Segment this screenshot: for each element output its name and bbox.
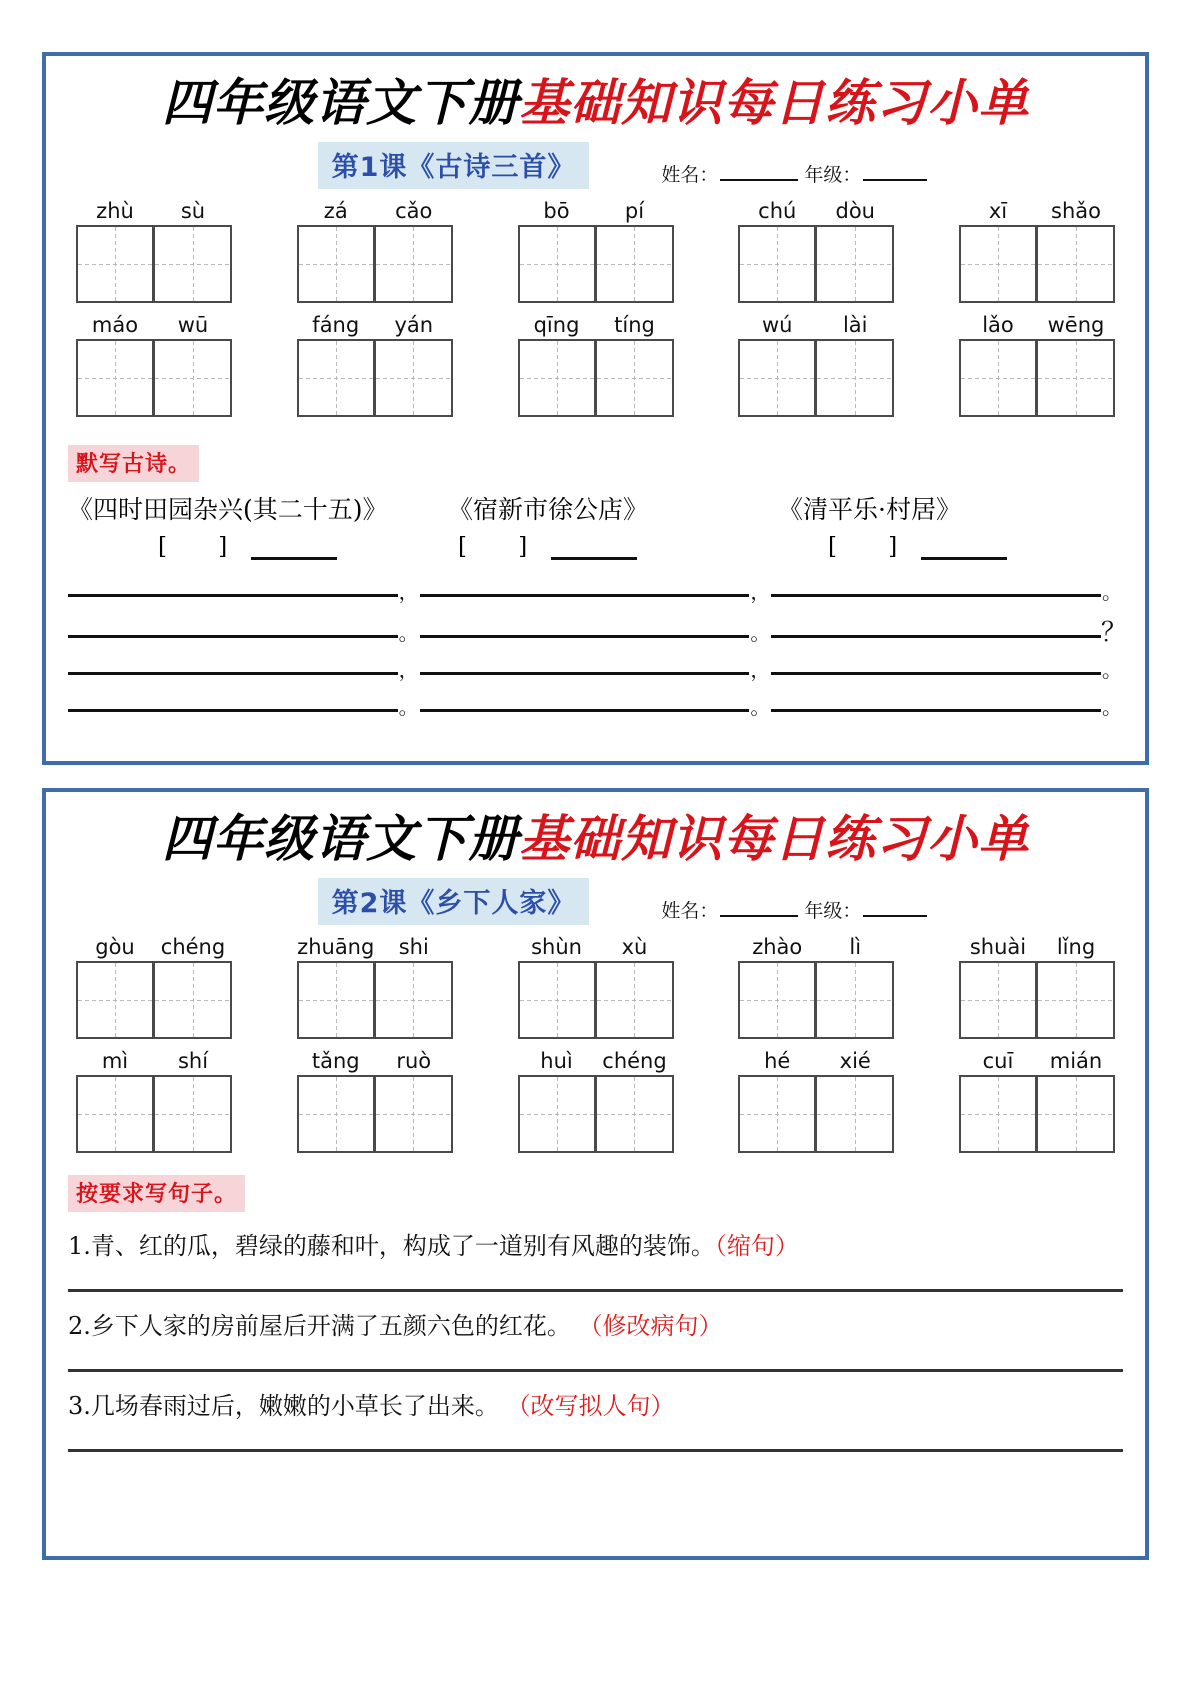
tianzige-cell[interactable]: [596, 225, 674, 303]
pinyin-syllable: qīng: [533, 313, 580, 337]
tianzige-pair: [76, 961, 232, 1039]
line-punctuation: 。: [1102, 658, 1123, 683]
pinyin-syllable: zhù: [96, 199, 134, 223]
answer-line[interactable]: [68, 1369, 1123, 1372]
pinyin-pair: [297, 313, 453, 337]
writing-line[interactable]: [420, 620, 772, 646]
tianzige-cell[interactable]: [76, 225, 154, 303]
word-group: [76, 1049, 232, 1153]
word-group: [738, 199, 894, 303]
sheet1-grade-label: 年级：: [804, 164, 862, 186]
tianzige-cell[interactable]: [375, 225, 453, 303]
pinyin-pair: [738, 935, 894, 959]
pinyin-syllable: lǎo: [982, 313, 1014, 337]
pinyin-syllable: lǐng: [1056, 935, 1096, 959]
line-punctuation: ，: [398, 580, 419, 604]
sheet2-title-black: 四年级语文下册: [162, 810, 519, 868]
sentence-text: [68, 1306, 1123, 1341]
pinyin-syllable: chéng: [160, 935, 226, 959]
answer-line[interactable]: [68, 1289, 1123, 1292]
pinyin-syllable: mián: [1049, 1049, 1103, 1073]
pinyin-syllable: tǎng: [311, 1049, 360, 1073]
writing-line-row: [68, 695, 1123, 720]
pinyin-syllable: chéng: [602, 1049, 667, 1073]
tianzige-pair: [518, 1075, 674, 1153]
tianzige-cell[interactable]: [76, 961, 154, 1039]
tianzige-cell[interactable]: [816, 339, 894, 417]
tianzige-pair: [738, 225, 894, 303]
pinyin-syllable: dòu: [835, 199, 875, 223]
tianzige-pair: [297, 961, 453, 1039]
pinyin-syllable: wú: [762, 313, 793, 337]
sheet2-name-fields: [661, 896, 933, 925]
writing-rule[interactable]: [68, 709, 398, 712]
writing-line[interactable]: [771, 658, 1123, 683]
poem-bracket-cell[interactable]: [68, 534, 448, 560]
tianzige-cell[interactable]: [154, 1075, 232, 1153]
tianzige-cell[interactable]: [375, 961, 453, 1039]
pinyin-syllable: ruò: [396, 1049, 432, 1073]
pinyin-syllable: bō: [543, 199, 570, 223]
sheet1-name-input[interactable]: [720, 164, 798, 181]
pinyin-syllable: zá: [323, 199, 348, 223]
tianzige-cell[interactable]: [816, 225, 894, 303]
sheet1-lesson-row: [68, 142, 1123, 189]
answer-line[interactable]: [68, 1449, 1123, 1452]
tianzige-cell[interactable]: [518, 1075, 596, 1153]
sheet1-title: [68, 66, 1123, 132]
pinyin-syllable: shi: [398, 935, 429, 959]
word-group: [738, 935, 894, 1039]
tianzige-cell[interactable]: [596, 1075, 674, 1153]
tianzige-pair: [76, 1075, 232, 1153]
tianzige-pair: [297, 339, 453, 417]
tianzige-cell[interactable]: [375, 1075, 453, 1153]
tianzige-cell[interactable]: [738, 961, 816, 1039]
tianzige-pair: [297, 1075, 453, 1153]
sentence-exercise: [68, 1226, 1123, 1292]
bracket-blank[interactable]: [551, 544, 637, 560]
sheet1-grade-input[interactable]: [863, 164, 927, 181]
word-group: [76, 313, 232, 417]
pinyin-syllable: xù: [621, 935, 648, 959]
writing-line[interactable]: [420, 658, 772, 683]
pinyin-syllable: lài: [842, 313, 868, 337]
tianzige-cell[interactable]: [518, 225, 596, 303]
tianzige-cell[interactable]: [154, 339, 232, 417]
sheet2-name-label: 姓名：: [661, 900, 719, 922]
writing-rule[interactable]: [68, 594, 398, 597]
writing-rule[interactable]: [68, 672, 398, 675]
poem-bracket-cell[interactable]: [778, 534, 1007, 560]
tianzige-cell[interactable]: [297, 961, 375, 1039]
pinyin-syllable: mì: [101, 1049, 129, 1073]
pinyin-pair: [297, 199, 453, 223]
pinyin-pair: [959, 313, 1115, 337]
writing-rule[interactable]: [420, 709, 750, 712]
pinyin-syllable: huì: [540, 1049, 573, 1073]
pinyin-pair: [738, 313, 894, 337]
bracket-mark: [ ]: [828, 534, 920, 560]
tianzige-pair: [959, 225, 1115, 303]
writing-line[interactable]: [68, 620, 420, 646]
pinyin-syllable: wū: [177, 313, 209, 337]
pinyin-pair: [297, 1049, 453, 1073]
pinyin-syllable: cuī: [982, 1049, 1014, 1073]
sentence-tag: （改写拟人句）: [506, 1392, 675, 1420]
line-punctuation: 。: [1102, 695, 1123, 720]
pinyin-pair: [518, 313, 674, 337]
sheet2-name-input[interactable]: [720, 900, 798, 917]
word-group: [959, 935, 1115, 1039]
tianzige-pair: [738, 961, 894, 1039]
bracket-blank[interactable]: [921, 544, 1007, 560]
tianzige-pair: [738, 339, 894, 417]
writing-rule[interactable]: [420, 635, 750, 638]
word-group: [518, 313, 674, 417]
sentence-body: 1.青、红的瓜，碧绿的藤和叶，构成了一道别有风趣的装饰。: [68, 1232, 715, 1260]
tianzige-pair: [518, 339, 674, 417]
sheet2-grade-input[interactable]: [863, 900, 927, 917]
word-group: [959, 199, 1115, 303]
writing-line[interactable]: [771, 695, 1123, 720]
writing-line[interactable]: [420, 580, 772, 604]
pinyin-pair: [518, 199, 674, 223]
pinyin-syllable: xié: [839, 1049, 871, 1073]
word-group: [518, 935, 674, 1039]
writing-rule[interactable]: [771, 709, 1101, 712]
pinyin-pair: [959, 1049, 1115, 1073]
pinyin-pair: [76, 313, 232, 337]
writing-line[interactable]: [420, 695, 772, 720]
line-punctuation: 。: [398, 695, 419, 720]
writing-line[interactable]: [68, 695, 420, 720]
word-group: [738, 1049, 894, 1153]
line-punctuation: ？: [1101, 618, 1128, 648]
sentence-body: 3.几场春雨过后，嫩嫩的小草长了出来。: [68, 1392, 507, 1420]
line-punctuation: 。: [1102, 580, 1123, 604]
writing-line-row: [68, 618, 1128, 648]
tianzige-pair: [959, 961, 1115, 1039]
line-punctuation: 。: [750, 621, 771, 646]
sentence-text: [68, 1386, 1123, 1421]
poem-bracket-row: [68, 534, 1123, 560]
tianzige-cell[interactable]: [297, 339, 375, 417]
word-group: [959, 313, 1115, 417]
sheet1-section-label-wrap: [68, 445, 1123, 482]
sheet1-title-black: 四年级语文下册: [162, 74, 519, 132]
word-group: [297, 1049, 453, 1153]
writing-line[interactable]: [68, 580, 420, 604]
pinyin-pair: [738, 199, 894, 223]
pinyin-syllable: wēng: [1047, 313, 1105, 337]
sheet1-lesson-banner: 第1课《古诗三首》: [318, 142, 590, 189]
sentence-body: 2.乡下人家的房前屋后开满了五颜六色的红花。: [68, 1312, 579, 1340]
tianzige-cell[interactable]: [154, 961, 232, 1039]
poem-bracket-cell[interactable]: [448, 534, 778, 560]
word-group: [959, 1049, 1115, 1153]
sheet2-grade-label: 年级：: [804, 900, 862, 922]
pinyin-pair: [518, 1049, 674, 1073]
sheet2-title: [68, 802, 1123, 868]
line-punctuation: 。: [398, 621, 419, 646]
pinyin-syllable: fáng: [312, 313, 360, 337]
sheet2-lesson-banner: 第2课《乡下人家》: [318, 878, 590, 925]
tianzige-cell[interactable]: [959, 1075, 1037, 1153]
pinyin-syllable: hé: [764, 1049, 791, 1073]
poem-title-row: [68, 490, 1123, 526]
tianzige-cell[interactable]: [297, 1075, 375, 1153]
pinyin-pair: [738, 1049, 894, 1073]
sentence-tag: （修改病句）: [578, 1312, 723, 1340]
writing-rule[interactable]: [771, 672, 1101, 675]
pinyin-syllable: yán: [394, 313, 434, 337]
tianzige-pair: [297, 225, 453, 303]
sentence-text: [68, 1226, 1123, 1261]
pinyin-pair: [76, 935, 232, 959]
tianzige-pair: [738, 1075, 894, 1153]
tianzige-cell[interactable]: [816, 961, 894, 1039]
pinyin-syllable: máo: [91, 313, 139, 337]
sheet2-title-red: 基础知识每日练习小单: [519, 810, 1029, 868]
writing-rule[interactable]: [771, 594, 1101, 597]
word-group: [297, 313, 453, 417]
pinyin-pair: [297, 935, 453, 959]
tianzige-cell[interactable]: [76, 339, 154, 417]
pinyin-pair: [959, 199, 1115, 223]
tianzige-pair: [76, 339, 232, 417]
writing-rule[interactable]: [771, 635, 1101, 638]
sheet2-section-label-wrap: [68, 1175, 1123, 1212]
tianzige-cell[interactable]: [959, 339, 1037, 417]
tianzige-cell[interactable]: [1037, 1075, 1115, 1153]
writing-rule[interactable]: [420, 672, 750, 675]
tianzige-cell[interactable]: [738, 1075, 816, 1153]
sheet1-title-red: 基础知识每日练习小单: [519, 74, 1029, 132]
poem-title: 《四时田园杂兴(其二十五)》: [68, 495, 388, 524]
pinyin-syllable: tíng: [614, 313, 655, 337]
pinyin-syllable: pí: [624, 199, 645, 223]
tianzige-cell[interactable]: [1037, 225, 1115, 303]
sheet1-section-label: 默写古诗。: [68, 445, 199, 482]
pinyin-syllable: zhào: [752, 935, 803, 959]
tianzige-cell[interactable]: [518, 339, 596, 417]
tianzige-cell[interactable]: [297, 225, 375, 303]
worksheet-sheet-2: [42, 788, 1149, 1560]
tianzige-pair: [959, 1075, 1115, 1153]
pinyin-syllable: shùn: [531, 935, 582, 959]
poem-title: 《清平乐·村居》: [778, 495, 961, 524]
sentence-exercise: [68, 1386, 1123, 1452]
sheet1-word-row-2: [68, 313, 1123, 417]
tianzige-pair: [76, 225, 232, 303]
tianzige-cell[interactable]: [375, 339, 453, 417]
sheet1-name-fields: [661, 160, 933, 189]
writing-line[interactable]: [771, 580, 1123, 604]
sheet2-word-row-2: [68, 1049, 1123, 1153]
pinyin-syllable: gòu: [95, 935, 135, 959]
word-group: [76, 935, 232, 1039]
tianzige-cell[interactable]: [76, 1075, 154, 1153]
bracket-mark: [ ]: [458, 534, 550, 560]
sheet1-name-label: 姓名：: [661, 164, 719, 186]
tianzige-cell[interactable]: [816, 1075, 894, 1153]
pinyin-pair: [76, 199, 232, 223]
writing-rule[interactable]: [420, 594, 750, 597]
line-punctuation: ，: [750, 658, 771, 683]
writing-line[interactable]: [68, 658, 420, 683]
pinyin-syllable: chú: [758, 199, 797, 223]
writing-line-row: [68, 580, 1123, 604]
pinyin-syllable: shǎo: [1051, 199, 1101, 223]
tianzige-pair: [518, 961, 674, 1039]
pinyin-syllable: shí: [177, 1049, 209, 1073]
poem-title: 《宿新市徐公店》: [448, 495, 649, 524]
pinyin-syllable: xī: [988, 199, 1008, 223]
word-group: [518, 199, 674, 303]
word-group: [297, 935, 453, 1039]
tianzige-cell[interactable]: [959, 961, 1037, 1039]
tianzige-cell[interactable]: [154, 225, 232, 303]
pinyin-pair: [959, 935, 1115, 959]
tianzige-cell[interactable]: [1037, 961, 1115, 1039]
pinyin-pair: [76, 1049, 232, 1073]
word-group: [76, 199, 232, 303]
line-punctuation: ，: [398, 658, 419, 683]
pinyin-syllable: lì: [849, 935, 862, 959]
sheet2-word-row-1: [68, 935, 1123, 1039]
pinyin-syllable: sù: [180, 199, 206, 223]
tianzige-pair: [959, 339, 1115, 417]
pinyin-pair: [518, 935, 674, 959]
tianzige-pair: [518, 225, 674, 303]
tianzige-cell[interactable]: [738, 339, 816, 417]
word-group: [738, 313, 894, 417]
word-group: [518, 1049, 674, 1153]
worksheet-sheet-1: [42, 52, 1149, 765]
pinyin-syllable: zhuāng: [297, 935, 375, 959]
sentence-exercise: [68, 1306, 1123, 1372]
writing-line-row: [68, 658, 1123, 683]
word-group: [297, 199, 453, 303]
sentence-tag: （缩句）: [714, 1232, 799, 1260]
sheet2-lesson-row: [68, 878, 1123, 925]
bracket-blank[interactable]: [251, 544, 337, 560]
tianzige-cell[interactable]: [738, 225, 816, 303]
tianzige-cell[interactable]: [959, 225, 1037, 303]
tianzige-cell[interactable]: [518, 961, 596, 1039]
tianzige-cell[interactable]: [1037, 339, 1115, 417]
writing-rule[interactable]: [68, 635, 398, 638]
bracket-mark: [ ]: [158, 534, 250, 560]
pinyin-syllable: shuài: [969, 935, 1027, 959]
pinyin-syllable: cǎo: [395, 199, 433, 223]
writing-line[interactable]: [771, 618, 1128, 648]
tianzige-cell[interactable]: [596, 961, 674, 1039]
tianzige-cell[interactable]: [596, 339, 674, 417]
sheet2-section-label: 按要求写句子。: [68, 1175, 245, 1212]
line-punctuation: ，: [750, 580, 771, 604]
line-punctuation: 。: [750, 695, 771, 720]
sheet1-word-row-1: [68, 199, 1123, 303]
